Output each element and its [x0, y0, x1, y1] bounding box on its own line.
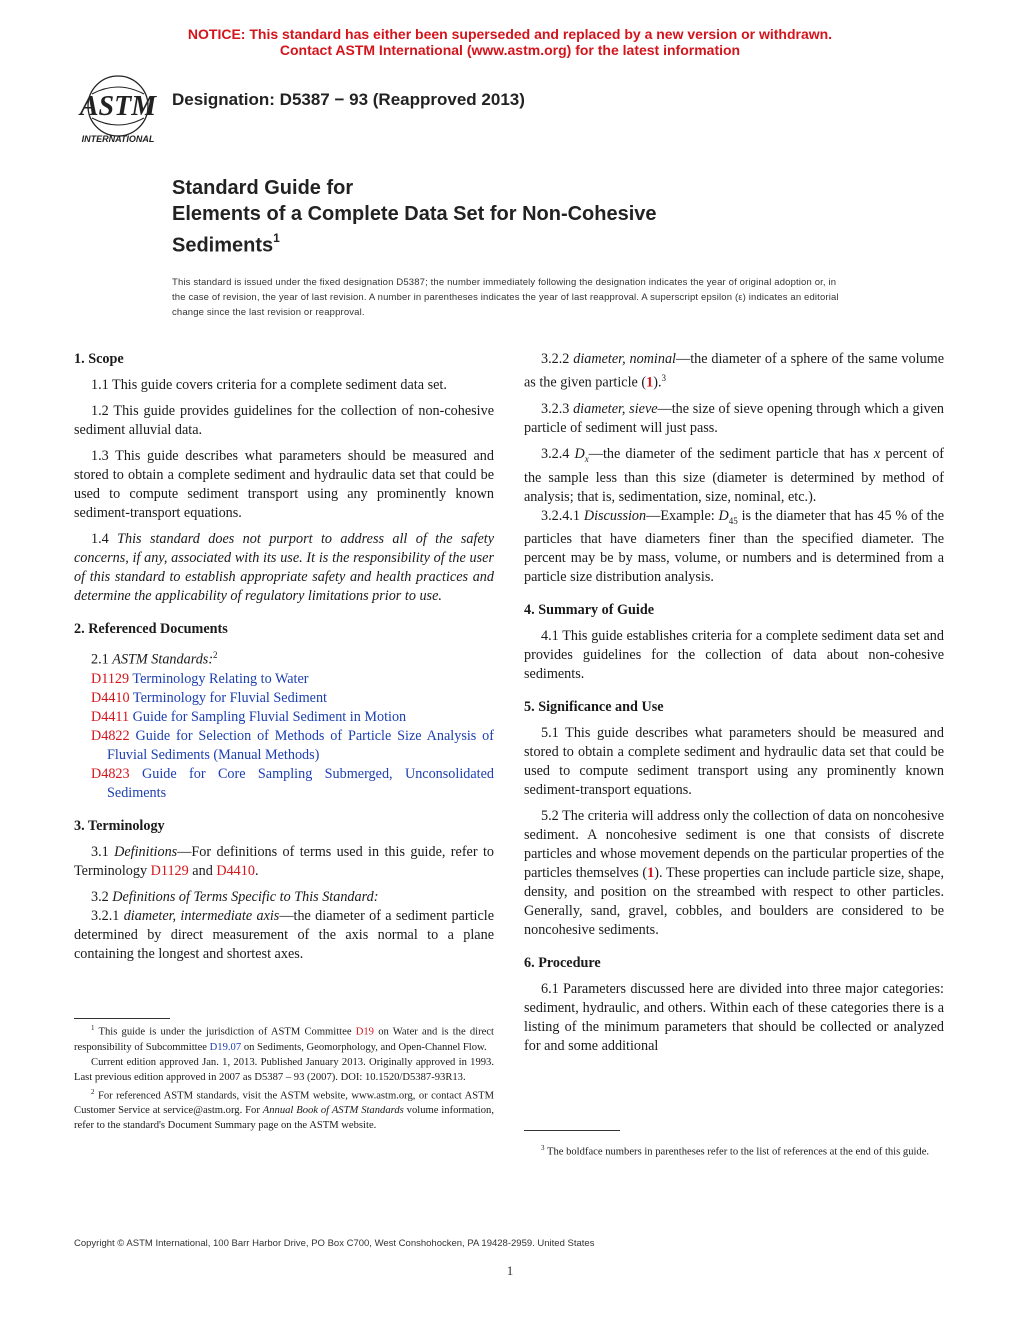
para-1-4: [74, 530, 494, 606]
reference-1-link[interactable]: 1: [647, 865, 655, 882]
para-3-1-text: —For definitions of terms used in this guide, refer to Terminology: [74, 843, 494, 879]
section-4-heading: 4. Summary of Guide: [524, 602, 655, 619]
committee-link-d19[interactable]: D19: [355, 1026, 374, 1038]
reference-item-d4411: [91, 708, 494, 727]
reference-item-d4410: [91, 689, 494, 708]
para-3-2-1: [74, 907, 494, 964]
footnote-2: [74, 1085, 494, 1134]
reference-item-d4823: [91, 765, 494, 803]
para-2-1-sup: 2: [213, 650, 218, 660]
footnote-2-text-b: volume information, refer to the standard's Document Summary page on the ASTM website.: [74, 1105, 494, 1132]
notice-line-1: NOTICE: This standard has either been superseded and replaced by a new version or withdrawn.: [187, 26, 833, 42]
footnote-2-italic: Annual Book of ASTM Standards: [262, 1105, 404, 1117]
para-2-1: [74, 646, 494, 670]
notice-line-2: Contact ASTM International (www.astm.org) for the latest information: [279, 42, 741, 58]
para-5-2: [524, 807, 944, 940]
footnote-1-edition: Current edition approved Jan. 1, 2013. Published January 2013. Originally approved in 1993. Last previous edition approved in 2007 as D5387 – 93 (2007). DOI: 10.1520/D5387-93R13.: [74, 1056, 494, 1083]
para-3-2: [74, 888, 494, 907]
footnote-1-sup: 1: [91, 1024, 95, 1032]
para-3-2-4-1-number: 3.2.4.1: [541, 507, 581, 524]
para-1-2: 1.2 This guide provides guidelines for the collection of non-cohesive sediment alluvial data.: [74, 403, 494, 438]
reference-item-d4822: [91, 727, 494, 765]
para-3-2-4-text-a: —the diameter of the sediment particle that has: [588, 445, 869, 462]
para-3-1-end: .: [254, 862, 259, 879]
para-3-2-4-1-text-b: is the diameter that has 45 % of the particles that have diameters finer than the specified diameter. The percent may be by mass, volume, or numbers and is determined from a particle size distribution analysis.: [524, 507, 944, 586]
reference-code-link[interactable]: D4823: [91, 765, 130, 782]
terminology-link-d4410[interactable]: D4410: [216, 862, 255, 879]
reference-title-link[interactable]: Guide for Sampling Fluvial Sediment in Motion: [132, 708, 407, 725]
footnotes-left: [74, 1021, 494, 1133]
footnote-1-text-c: on Sediments, Geomorphology, and Open-Channel Flow.: [243, 1041, 487, 1053]
title-line-3: Sediments: [172, 234, 274, 257]
reference-1-link[interactable]: 1: [646, 374, 654, 391]
para-3-2-text: Definitions of Terms Specific to This Standard:: [112, 888, 379, 905]
reference-code-link[interactable]: D1129: [91, 670, 130, 687]
footnote-1-text-a: This guide is under the jurisdiction of ASTM Committee: [98, 1026, 352, 1038]
footnote-rule-left: [74, 1018, 170, 1019]
para-3-1-and: and: [192, 862, 213, 879]
para-3-2-3-text: —the size of sieve opening through which a given particle of sediment will just pass.: [524, 400, 945, 436]
para-3-2-3-term: diameter, sieve: [573, 400, 658, 417]
para-5-1: 5.1 This guide describes what parameters should be measured and stored to obtain a complete sediment and hydraulic data set that could be used to compute sediment transport using any prominently known sediment-transport equations.: [524, 725, 944, 799]
para-3-2-2: [524, 350, 944, 393]
para-3-2-2-term: diameter, nominal: [573, 351, 676, 367]
para-4-1: 4.1 This guide establishes criteria for a complete sediment data set and provides guidelines for the collection of data about non-cohesive sediments.: [524, 628, 944, 683]
title-line-1: Standard Guide for: [172, 177, 354, 199]
reference-title-link[interactable]: Guide for Selection of Methods of Particle Size Analysis of Fluvial Sediments (Manual Methods): [107, 727, 494, 763]
para-3-2-2-number: 3.2.2: [541, 351, 570, 367]
section-1-heading: 1. Scope: [74, 351, 124, 367]
para-1-4-text: This standard does not purport to address all of the safety concerns, if any, associated with its use. It is the responsibility of the user of this standard to establish appropriate safety and health practices and determine the applicability of regulatory limitations prior to use.: [74, 531, 494, 604]
para-3-2-2-end: ).: [653, 374, 662, 391]
title-line-2: Elements of a Complete Data Set for Non-Cohesive: [172, 203, 657, 225]
copyright: Copyright © ASTM International, 100 Barr Harbor Drive, PO Box C700, West Conshohocken, PA 19428-2959. United States: [74, 1238, 595, 1249]
issued-note: This standard is issued under the fixed designation D5387; the number immediately following the designation indicates the year of original adoption or, in the case of revision, the year of last revision. A number in parentheses indicates the year of last reapproval. A superscript epsilon (ε) indicates an editorial change since the last revision or reapproval.: [172, 277, 839, 318]
logo-subtext: INTERNATIONAL: [81, 134, 155, 144]
footnotes-right: [524, 1141, 944, 1160]
para-5-2-text-a: 5.2 The criteria will address only the collection of data on noncohesive sediment. A noncohesive sediment is one that consists of discrete particles and whose movement depends on the particular properties of the particles themselves (: [524, 808, 944, 882]
para-3-2-4-number: 3.2.4: [541, 445, 570, 462]
footnote-3-text: The boldface numbers in parentheses refer to the list of references at the end of this guide.: [546, 1146, 930, 1158]
para-1-4-number: 1.4: [91, 531, 109, 547]
reference-list: [74, 670, 494, 803]
para-3-2-4-1-text-a: —Example:: [646, 507, 715, 524]
para-3-2-4-text-b: percent of the sample less than this size (diameter is determined by method of analysis; that is, sedimentation, size, nominal, etc.).: [524, 445, 945, 505]
footnote-2-sup: 2: [91, 1087, 95, 1096]
para-3-2-number: 3.2: [91, 888, 109, 905]
para-1-3: 1.3 This guide describes what parameters should be measured and stored to obtain a complete sediment and hydraulic data set that could be used to compute sediment transport using any prominently known sediment-transport equations.: [74, 448, 494, 521]
para-3-2-4-symbol: D: [574, 445, 585, 462]
para-3-2-4-1: [524, 507, 944, 588]
para-3-2-4-subscript: x: [584, 453, 589, 464]
para-3-2-3: [524, 400, 944, 438]
footnote-rule-right: [524, 1130, 620, 1131]
section-5-heading: 5. Significance and Use: [524, 699, 664, 716]
para-3-2-1-text: —the diameter of a sediment particle determined by direct measurement of the axis normal to a plane containing the longest and shortest axes.: [74, 907, 494, 962]
left-column: [74, 350, 494, 964]
reference-item-d1129: [91, 670, 494, 689]
right-column: [524, 350, 944, 1056]
reference-title-link[interactable]: Terminology Relating to Water: [132, 670, 309, 687]
footnote-3-sup: 3: [541, 1144, 545, 1152]
footnote-1: [74, 1021, 494, 1055]
designation: Designation: D5387 − 93 (Reapproved 2013): [172, 90, 525, 109]
para-3-2-4-1-symbol: D: [718, 507, 729, 524]
para-3-2-1-term: diameter, intermediate axis: [123, 907, 280, 924]
para-3-2-4-1-subscript: 45: [728, 515, 738, 526]
logo-text: ASTM: [79, 91, 157, 122]
astm-logo-icon: [74, 74, 162, 146]
reference-title-link[interactable]: Terminology for Fluvial Sediment: [132, 689, 327, 706]
para-1-1: 1.1 This guide covers criteria for a complete sediment data set.: [91, 377, 447, 393]
para-3-2-1-number: 3.2.1: [91, 907, 120, 924]
para-2-1-text: ASTM Standards:: [112, 651, 214, 668]
para-6-1: 6.1 Parameters discussed here are divided into three major categories: sediment, hydraulic, and others. Within each of these categories there is a listing of the minimum parameters that should be collected or analyzed for and some additional: [524, 981, 944, 1055]
para-3-2-4-1-term: Discussion: [583, 507, 647, 524]
section-2-heading: 2. Referenced Documents: [74, 621, 228, 637]
reference-title-link[interactable]: Guide for Core Sampling Submerged, Unconsolidated Sediments: [107, 765, 494, 801]
reference-code-link[interactable]: D4822: [91, 727, 130, 744]
reference-code-link[interactable]: D4410: [91, 689, 130, 706]
page-number: 1: [506, 1263, 514, 1278]
para-2-1-number: 2.1: [91, 651, 109, 668]
footnote-1-text-b: on Water and is the direct responsibility of Subcommittee: [74, 1026, 494, 1053]
para-3-2-2-sup: 3: [661, 373, 666, 383]
para-3-1-term: Definitions: [114, 843, 178, 860]
title-footnote-mark: 1: [273, 231, 280, 245]
para-3-2-2-text: —the diameter of a sphere of the same volume as the given particle (: [524, 351, 944, 391]
para-3-2-4-variable: x: [873, 445, 881, 462]
astm-logo: [74, 74, 162, 146]
para-3-2-4: [524, 445, 944, 507]
para-3-1-number: 3.1: [91, 843, 109, 860]
section-6-heading: 6. Procedure: [524, 955, 601, 972]
para-3-1: [74, 843, 494, 881]
section-3-heading: 3. Terminology: [74, 817, 165, 834]
para-3-2-3-number: 3.2.3: [541, 400, 570, 417]
terminology-link-d1129[interactable]: D1129: [150, 862, 189, 879]
footnote-2-text-a: For referenced ASTM standards, visit the ASTM website, www.astm.org, or contact ASTM Customer Service at service@astm.org. For: [74, 1090, 495, 1117]
document-title: [172, 175, 657, 259]
para-5-2-text-b: ). These properties can include particle size, shape, density, and position on the streambed with respect to other particles. Generally, sand, gravel, cobbles, and boulders are considered to be noncohesive sediments.: [524, 865, 944, 939]
subcommittee-link-d19-07[interactable]: D19.07: [209, 1041, 242, 1053]
footnote-3: [524, 1141, 944, 1160]
reference-code-link[interactable]: D4411: [91, 708, 130, 725]
